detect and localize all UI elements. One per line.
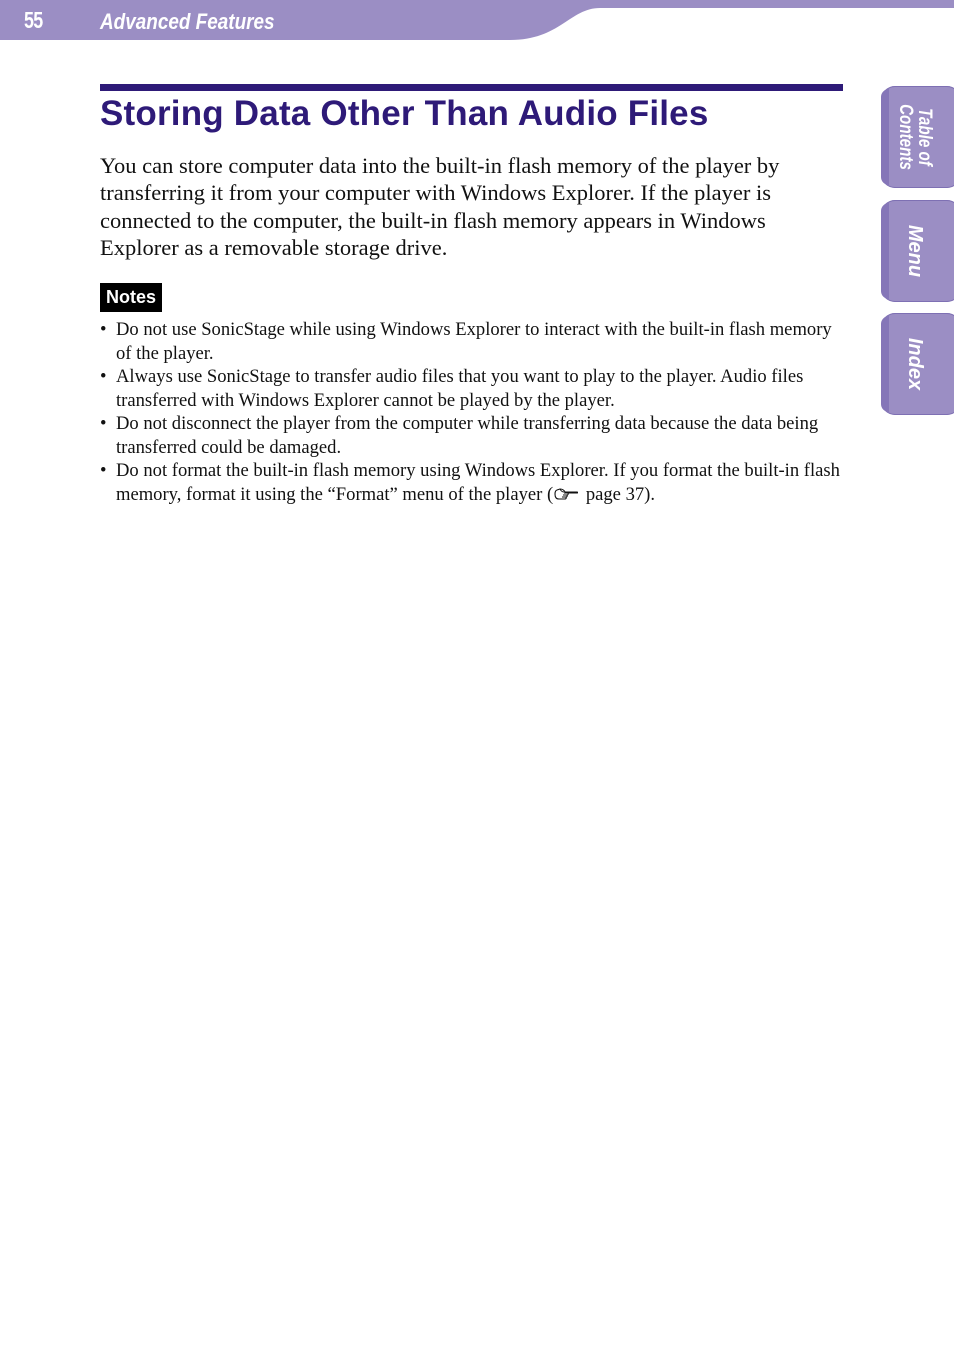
tab-label-line: Table of [914,108,935,166]
page-reference[interactable]: page 37). [581,483,656,505]
tab-label [896,104,934,170]
intro-paragraph: You can store computer data into the built-in flash memory of the player by transferring it from your computer with Windows Explorer. If the player is connected to the computer, the built-in flash memory appears in Windows Explorer as a removable storage drive. [100,153,780,260]
bullet: • [100,319,107,340]
note-text: Always use SonicStage to transfer audio files that you want to play to the player. Audio files transferred with Windows Explorer cannot be played by the player. [116,366,804,411]
tab-shadow [881,316,889,412]
tab-label-line: Contents [895,104,916,170]
tab-index[interactable] [881,313,954,415]
bullet: • [100,413,107,434]
tab-shadow [881,203,889,299]
bullet: • [100,460,107,481]
note-item [100,365,848,412]
section-title: Advanced Features [100,9,275,34]
note-text-before: Do not format the built-in flash memory using Windows Explorer. If you format the built-in flash memory, format it using the “Format” menu of the player ( [116,460,840,505]
notes-list [100,318,848,506]
note-item [100,412,848,459]
tab-label: Index [904,337,926,391]
tab-menu[interactable] [881,200,954,302]
page-number: 55 [24,7,43,33]
title-rule [100,84,843,91]
page-title: Storing Data Other Than Audio Files [100,94,709,133]
notes-badge: Notes [100,283,162,312]
note-text: Do not use SonicStage while using Windows Explorer to interact with the built-in flash memory of the player. [116,319,832,364]
note-item [100,459,848,506]
note-item [100,318,848,365]
note-text: Do not disconnect the player from the computer while transferring data because the data being transferred could be damaged. [116,413,819,458]
pointing-hand-icon[interactable] [554,484,578,498]
tab-table-of-contents[interactable] [881,86,954,188]
tab-label: Menu [904,224,926,278]
bullet: • [100,366,107,387]
tab-shadow [881,89,889,185]
